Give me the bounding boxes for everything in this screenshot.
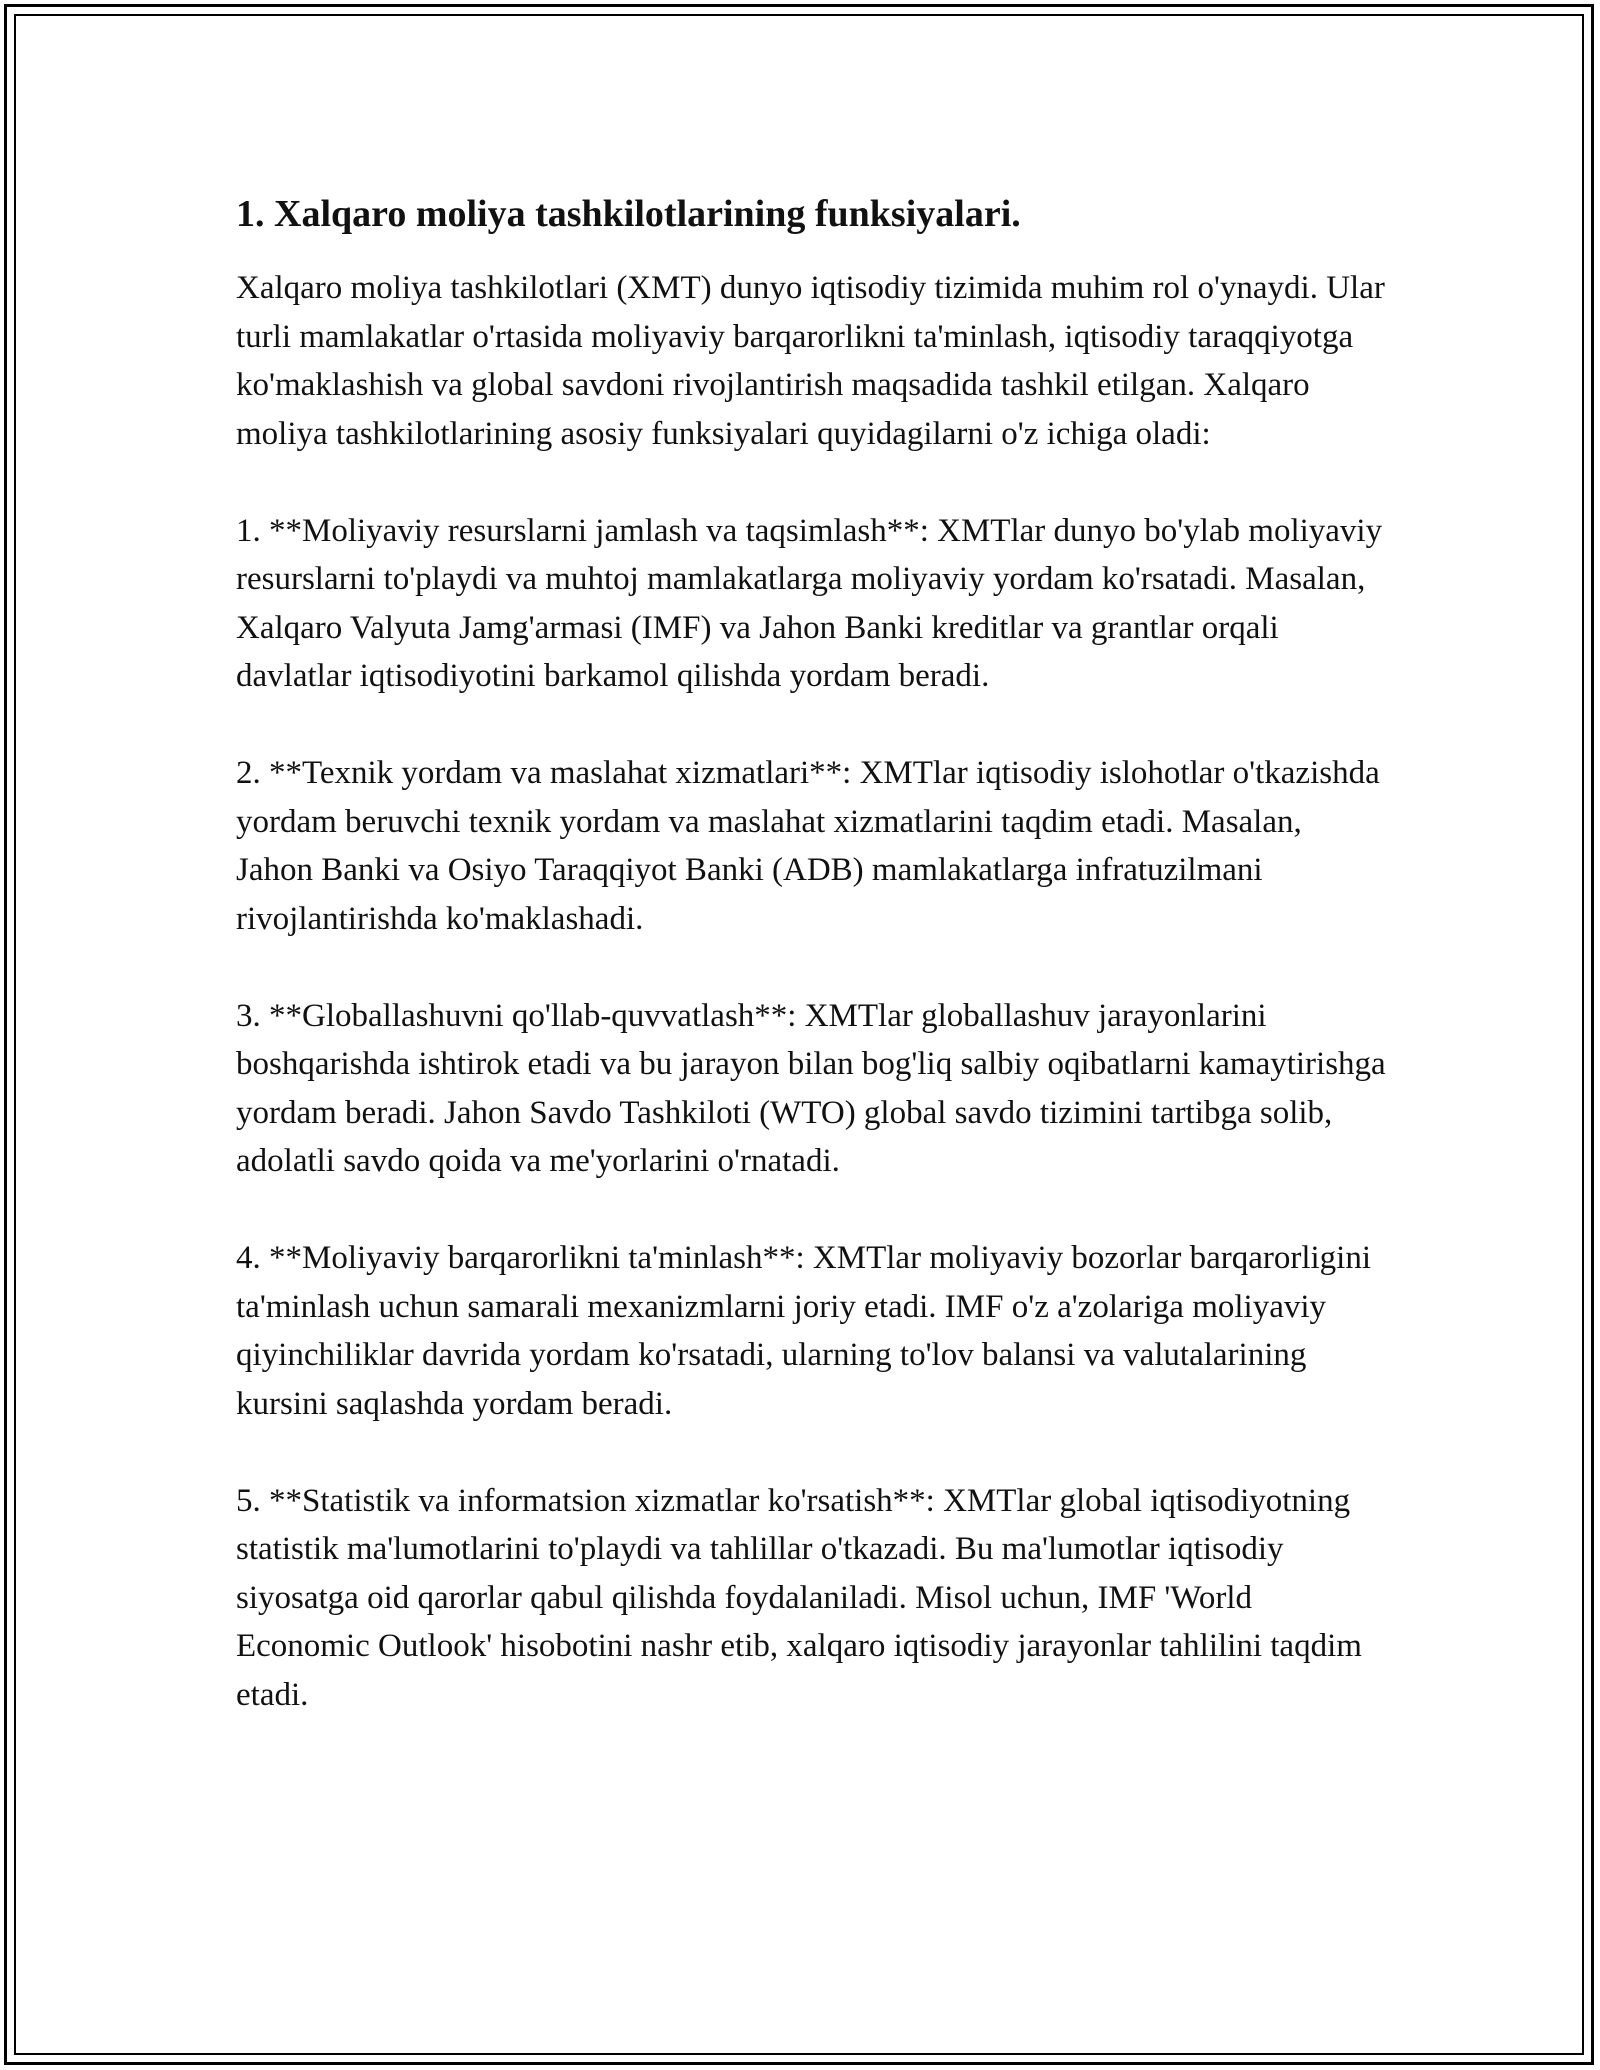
intro-paragraph: Xalqaro moliya tashkilotlari (XMT) dunyo iqtisodiy tizimida muhim rol o'ynaydi. Ular turli mamlakatlar o'rtasida moliyaviy barqarorlikni ta'minlash, iqtisodiy taraqqiyotga ko'maklashish va global savdoni rivojlantirish maqsadida tashkil etilgan. Xalqaro moliya tashkilotlarining asosiy funksiyalari quyidagilarni o'z ichiga oladi: (236, 270, 1385, 452)
document-body (236, 190, 1386, 1768)
function-1-paragraph: 1. **Moliyaviy resurslarni jamlash va taqsimlash**: XMTlar dunyo bo'ylab moliyaviy resurslarni to'playdi va muhtoj mamlakatlarga moliyaviy yordam ko'rsatadi. Masalan, Xalqaro Valyuta Jamg'armasi (IMF) va Jahon Banki kreditlar va grantlar orqali davlatlar iqtisodiyotini barkamol qilishda yordam beradi. (236, 512, 1383, 694)
function-2-paragraph: 2. **Texnik yordam va maslahat xizmatlari**: XMTlar iqtisodiy islohotlar o'tkazishda yordam beruvchi texnik yordam va maslahat xizmatlarini taqdim etadi. Masalan, Jahon Banki va Osiyo Taraqqiyot Banki (ADB) mamlakatlarga infratuzilmani rivojlantirishda ko'maklashadi. (236, 755, 1380, 937)
document-title: 1. Xalqaro moliya tashkilotlarining funksiyalari. (236, 193, 1021, 235)
function-3-paragraph: 3. **Globallashuvni qo'llab-quvvatlash**: XMTlar globallashuv jarayonlarini boshqarishda ishtirok etadi va bu jarayon bilan bog'liq salbiy oqibatlarni kamaytirishga yordam beradi. Jahon Savdo Tashkiloti (WTO) global savdo tizimini tartibga solib, adolatli savdo qoida va me'yorlarini o'rnatadi. (236, 997, 1386, 1179)
function-5-paragraph: 5. **Statistik va informatsion xizmatlar ko'rsatish**: XMTlar global iqtisodiyotning statistik ma'lumotlarini to'playdi va tahlillar o'tkazadi. Bu ma'lumotlar iqtisodiy siyosatga oid qarorlar qabul qilishda foydalaniladi. Misol uchun, IMF 'World Economic Outlook' hisobotini nashr etib, xalqaro iqtisodiy jarayonlar tahlilini taqdim etadi. (236, 1482, 1362, 1713)
function-4-paragraph: 4. **Moliyaviy barqarorlikni ta'minlash**: XMTlar moliyaviy bozorlar barqarorligini ta'minlash uchun samarali mexanizmlarni joriy etadi. IMF o'z a'zolariga moliyaviy qiyinchiliklar davrida yordam ko'rsatadi, ularning to'lov balansi va valutalarining kursini saqlashda yordam beradi. (236, 1240, 1372, 1422)
